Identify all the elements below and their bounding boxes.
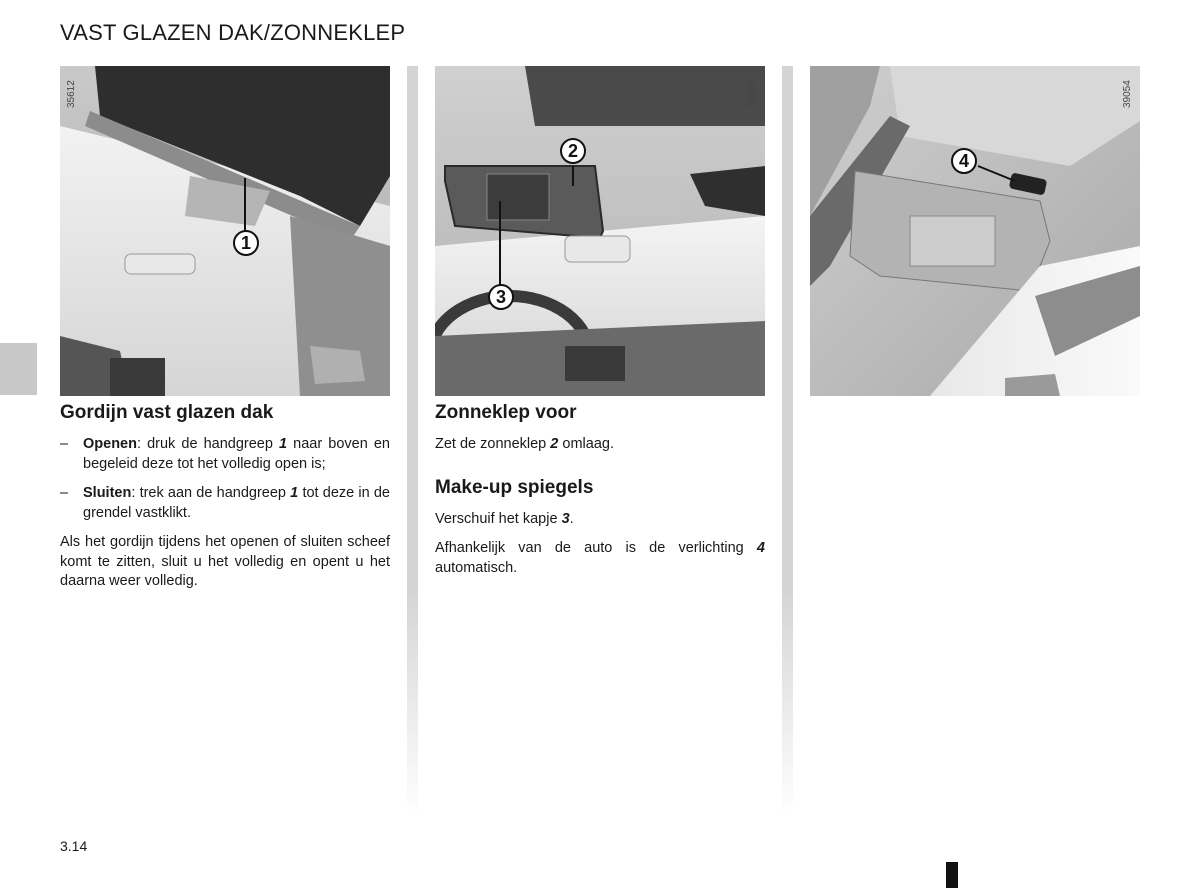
section-heading: Zonneklep voor [435,402,577,423]
item-ref: 1 [290,485,299,501]
item-term: Sluiten [83,485,132,501]
item-term: Openen [83,436,137,452]
sun-visor-illustration [435,66,765,396]
chapter-tab [0,343,37,395]
item-text: : druk de handgreep [136,436,280,452]
figure-ref-code: 35613 [747,80,758,108]
callout-4: 4 [951,148,977,174]
page-title: VAST GLAZEN DAK/ZONNEKLEP [60,20,406,45]
column-divider-right [782,66,793,816]
column-divider-left [407,66,418,816]
item-ref: 2 [550,436,559,452]
figure-sunroof-blind [60,66,390,396]
paragraph: Als het gordijn tijdens het openen of sluiten scheef komt te zitten, sluit u het volledig en opent u het daarna weer volledig. [60,534,390,589]
section-heading: Gordijn vast glazen dak [60,402,274,423]
page-corner-mark [946,862,958,888]
list-item [60,435,390,474]
mirror-light-illustration [810,66,1140,396]
item-text: : trek aan de handgreep [131,485,291,501]
page-number: 3.14 [60,838,88,854]
text: Verschuif het kapje [435,510,562,527]
column-sunroof-blind [60,402,390,602]
paragraph [435,510,765,530]
paragraph [435,539,765,578]
text: automatisch. [435,559,518,576]
item-text: tot deze in de grendel vastklikt. [83,485,390,521]
figure-mirror-light [810,66,1140,396]
dash: – [60,436,69,452]
paragraph [435,435,765,455]
item-text: naar boven en begeleid deze tot het volledig open is; [83,436,390,472]
list-item [60,484,390,523]
callout-2: 2 [560,138,586,164]
text: Zet de zonneklep [435,436,551,452]
column-sun-visor [435,402,765,588]
text: Afhankelijk van de auto is de verlichting [435,540,757,556]
item-ref: 3 [561,510,570,527]
callout-3: 3 [488,284,514,310]
figure-sun-visor [435,66,765,396]
callout-1: 1 [233,230,259,256]
figure-ref-code: 35612 [66,80,77,108]
text: . [569,510,574,527]
dash: – [60,485,69,501]
text: omlaag. [558,436,614,452]
item-ref: 4 [756,540,765,556]
figure-ref-code: 39054 [1122,80,1133,108]
sunroof-interior-illustration [60,66,390,396]
section-heading: Make-up spiegels [435,476,594,498]
item-ref: 1 [279,436,288,452]
